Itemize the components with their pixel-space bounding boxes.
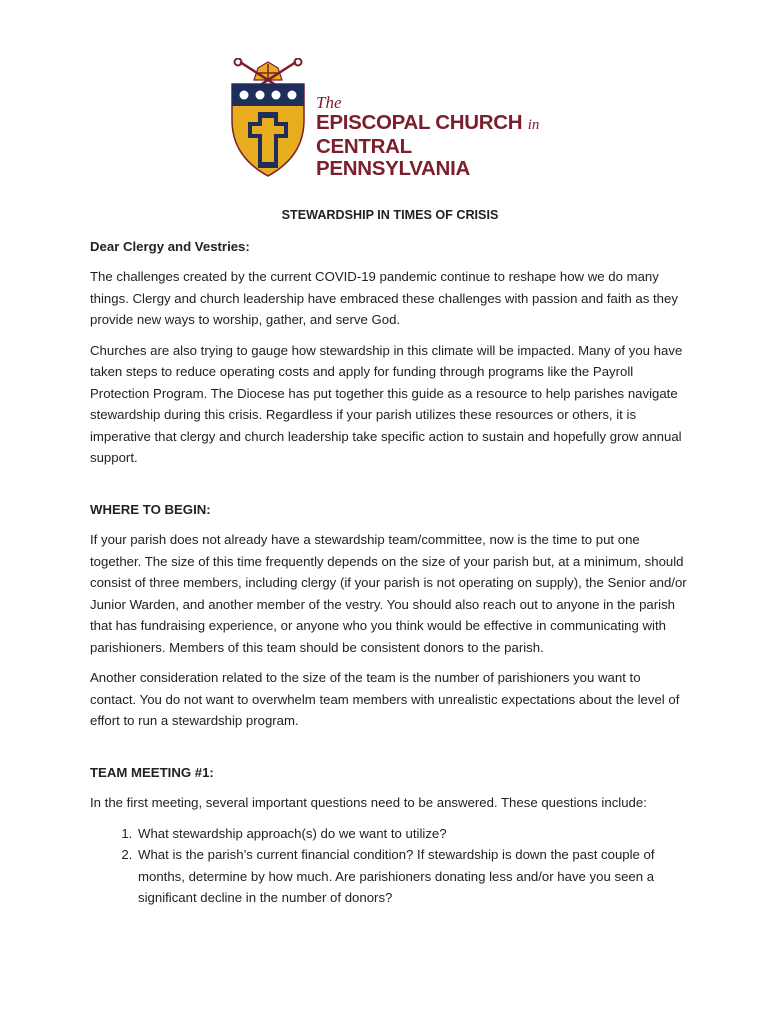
salutation: Dear Clergy and Vestries:: [90, 238, 250, 254]
document-title: STEWARDSHIP IN TIMES OF CRISIS: [281, 208, 499, 222]
list-item: 2. What is the parish’s current financial condition? If stewardship is down the past couple of months, determine by how much. Are parishioners donating less and/or have you seen a significant decline in the number of donors?: [136, 844, 690, 909]
letter-body: [90, 205, 690, 909]
logo-line1-text: EPISCOPAL CHURCH: [316, 111, 523, 134]
list-item: 1. What stewardship approach(s) do we want to utilize?: [136, 823, 690, 845]
paragraph-2: Churches are also trying to gauge how stewardship in this climate will be impacted. Many of you have taken steps to reduce operating costs and apply for funding through programs like the Payroll Protection Program. The Diocese has put together this guide as a resource to help parishes navigate stewardship during this crisis. Regardless if your parish utilizes these resources or others, it is imperative that clergy and church leadership take specific action to sustain and hopefully grow annual support.: [90, 342, 683, 465]
diocese-name: [316, 94, 548, 180]
diocese-logo: [228, 58, 548, 180]
paragraph-4: Another consideration related to the size of the team is the number of parishioners you want to contact. You do not want to overwhelm team members with unrealistic expectations about the level of effort to run a stewardship program.: [90, 670, 680, 728]
paragraph-1: The challenges created by the current COVID-19 pandemic continue to reshape how we do many things. Clergy and church leadership have embraced these challenges with passion and faith as they provide new ways to worship, gather, and serve God.: [90, 269, 678, 327]
heading-team-meeting-1: TEAM MEETING #1:: [90, 764, 214, 780]
heading-where-to-begin: WHERE TO BEGIN:: [90, 501, 211, 517]
logo-the: The: [316, 93, 342, 112]
logo-in: in: [527, 117, 540, 133]
paragraph-5: In the first meeting, several important questions need to be answered. These questions include:: [90, 795, 647, 810]
logo-line2: CENTRAL PENNSYLVANIA: [316, 135, 470, 180]
logo-line1: [316, 112, 548, 136]
question-list: [90, 823, 690, 909]
paragraph-3: If your parish does not already have a stewardship team/committee, now is the time to put one together. The size of this time frequently depends on the size of your parish but, at a minimum, should consist of three members, including clergy (if your parish is not operating on supply), the Senior and/or Junior Warden, and another member of the vestry. You should also reach out to anyone in the parish that has fundraising experience, or anyone who you think would be effective in communicating with parishioners. Members of this team should be consistent donors to the parish.: [90, 532, 687, 655]
diocese-shield-icon: [228, 58, 308, 180]
